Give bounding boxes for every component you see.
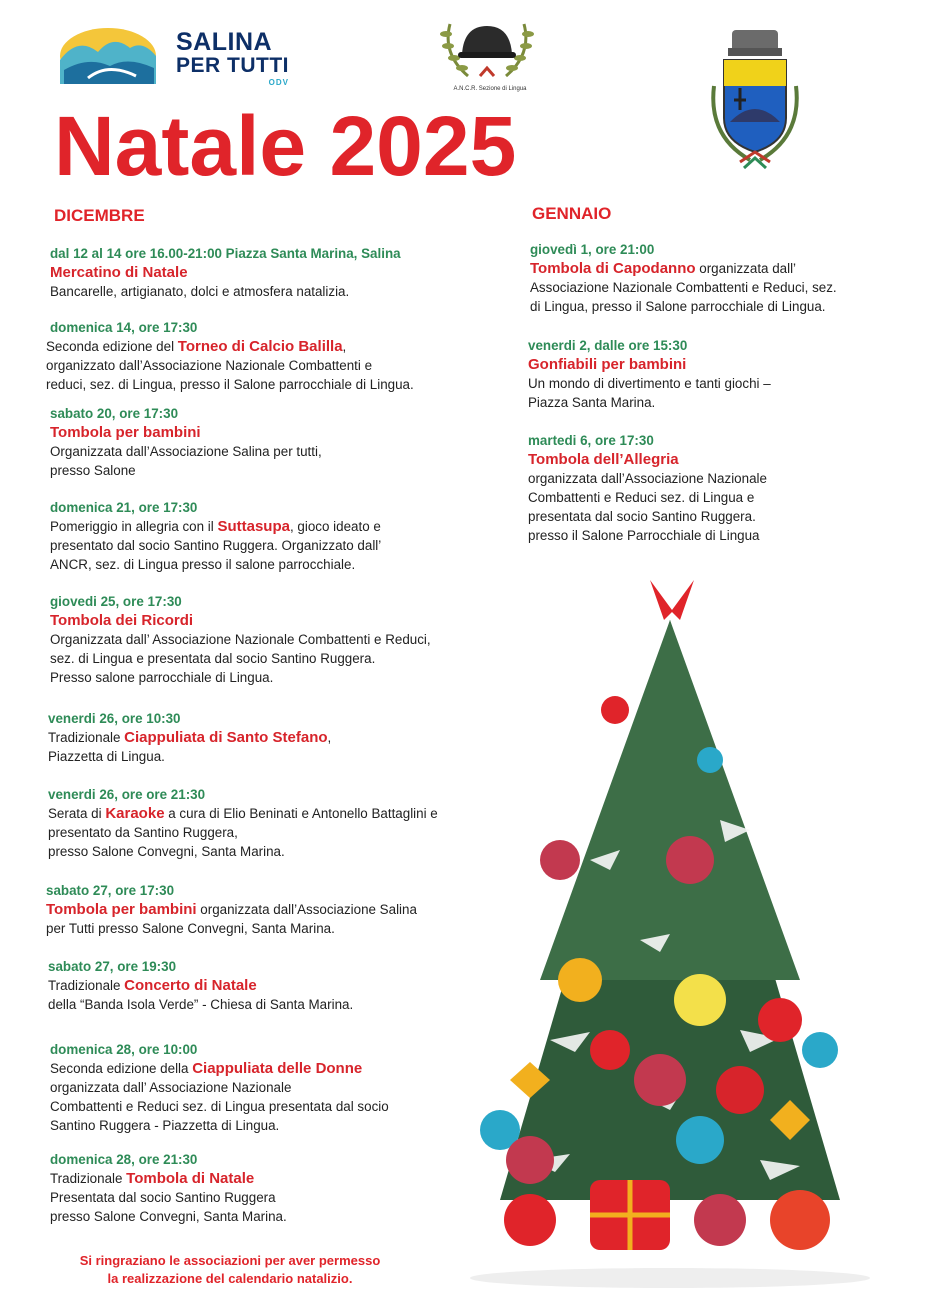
event-desc: reduci, sez. di Lingua, presso il Salone parrocchiale di Lingua. bbox=[46, 377, 414, 392]
event-when: sabato 27, ore 19:30 bbox=[48, 959, 177, 974]
event-dic-8 bbox=[48, 957, 353, 1014]
event-dic-4 bbox=[50, 592, 431, 687]
event-when: sabato 27, ore 17:30 bbox=[46, 883, 175, 898]
salina-logo-odv: ODV bbox=[268, 78, 289, 87]
event-desc: organizzata dall’ Associazione Nazionale bbox=[50, 1080, 292, 1095]
salina-per-tutti-logo bbox=[58, 26, 158, 86]
event-dic-5 bbox=[48, 709, 331, 766]
event-dic-0 bbox=[50, 244, 401, 301]
thanks-note bbox=[40, 1252, 420, 1288]
event-when: domenica 28, ore 21:30 bbox=[50, 1152, 198, 1167]
event-name: Tombola dell’Allegria bbox=[528, 451, 679, 468]
event-pre: Tradizionale bbox=[48, 978, 125, 993]
event-post: , gioco ideato e bbox=[289, 519, 381, 534]
event-name: Ciappuliata di Santo Stefano bbox=[124, 729, 328, 746]
event-when: domenica 28, ore 10:00 bbox=[50, 1042, 198, 1057]
event-pre: Seconda edizione del bbox=[46, 339, 178, 354]
event-post: organizzata dall’ bbox=[695, 261, 797, 276]
event-desc: Un mondo di divertimento e tanti giochi – bbox=[528, 376, 771, 391]
event-pre: Tradizionale bbox=[50, 1171, 127, 1186]
event-desc: organizzato dall’Associazione Nazionale Combattenti e bbox=[46, 358, 373, 373]
event-dic-1 bbox=[46, 318, 414, 394]
event-name: Tombola per bambini bbox=[50, 424, 201, 441]
event-when: domenica 21, ore 17:30 bbox=[50, 500, 198, 515]
event-dic-2 bbox=[50, 404, 322, 480]
event-desc: Organizzata dall’ Associazione Nazionale Combattenti e Reduci, bbox=[50, 632, 431, 647]
event-desc: presentato dal socio Santino Ruggera. Organizzato dall’ bbox=[50, 538, 382, 553]
event-desc: presentata dal socio Santino Ruggera. bbox=[528, 509, 756, 524]
event-desc: presso il Salone Parrocchiale di Lingua bbox=[528, 528, 760, 543]
event-when: martedi 6, ore 17:30 bbox=[528, 433, 654, 448]
event-desc: Piazza Santa Marina. bbox=[528, 395, 656, 410]
event-dic-7 bbox=[46, 881, 417, 938]
event-desc: della “Banda Isola Verde” - Chiesa di Santa Marina. bbox=[48, 997, 354, 1012]
ancr-caption: A.N.C.R. Sezione di Lingua bbox=[453, 86, 527, 92]
event-dic-10 bbox=[50, 1150, 287, 1226]
event-post: , bbox=[342, 339, 347, 354]
event-pre: Serata di bbox=[48, 806, 106, 821]
event-name: Ciappuliata delle Donne bbox=[192, 1060, 363, 1077]
event-pre: Seconda edizione della bbox=[50, 1061, 193, 1076]
event-dic-3 bbox=[50, 498, 381, 574]
event-desc: presso Salone bbox=[50, 463, 136, 478]
event-post: , bbox=[327, 730, 332, 745]
event-desc: per Tutti presso Salone Convegni, Santa Marina. bbox=[46, 921, 335, 936]
event-gen-0 bbox=[530, 240, 837, 316]
page-title: Natale 2025 bbox=[54, 99, 517, 193]
event-name: Tombola di Natale bbox=[126, 1170, 255, 1187]
event-desc: organizzata dall’Associazione Nazionale bbox=[528, 471, 767, 486]
event-desc: Presentata dal socio Santino Ruggera bbox=[50, 1190, 276, 1205]
christmas-tree-image bbox=[440, 560, 900, 1290]
event-post: organizzata dall’Associazione Salina bbox=[196, 902, 417, 917]
event-desc: Combattenti e Reduci sez. di Lingua presentata dal socio bbox=[50, 1099, 389, 1114]
event-name: Tombola per bambini bbox=[46, 901, 197, 918]
event-pre: Pomeriggio in allegria con il bbox=[50, 519, 218, 534]
event-desc: sez. di Lingua e presentata dal socio Santino Ruggera. bbox=[50, 651, 376, 666]
event-dic-9 bbox=[50, 1040, 389, 1135]
salina-logo-line1: SALINA bbox=[176, 28, 273, 56]
event-name: Karaoke bbox=[105, 805, 165, 822]
event-when: giovedì 1, ore 21:00 bbox=[530, 242, 655, 257]
event-gen-1 bbox=[528, 336, 771, 412]
event-when: domenica 14, ore 17:30 bbox=[50, 320, 198, 335]
event-desc: Combattenti e Reduci sez. di Lingua e bbox=[528, 490, 755, 505]
event-desc: Piazzetta di Lingua. bbox=[48, 749, 165, 764]
thanks-line1: Si ringraziano le associazioni per aver permesso bbox=[79, 1253, 381, 1268]
municipal-crest bbox=[700, 26, 810, 176]
event-when: venerdi 2, dalle ore 15:30 bbox=[528, 338, 688, 353]
event-pre: Tradizionale bbox=[48, 730, 125, 745]
event-gen-2 bbox=[528, 431, 767, 545]
event-when: sabato 20, ore 17:30 bbox=[50, 406, 179, 421]
event-desc: presso Salone Convegni, Santa Marina. bbox=[50, 1209, 287, 1224]
event-desc: Organizzata dall’Associazione Salina per tutti, bbox=[50, 444, 322, 459]
ancr-helmet-emblem bbox=[432, 14, 542, 86]
event-desc: presso Salone Convegni, Santa Marina. bbox=[48, 844, 285, 859]
event-desc: Associazione Nazionale Combattenti e Reduci, sez. bbox=[530, 280, 837, 295]
event-when: giovedi 25, ore 17:30 bbox=[50, 594, 182, 609]
gennaio-heading: GENNAIO bbox=[532, 204, 612, 223]
event-desc: ANCR, sez. di Lingua presso il salone parrocchiale. bbox=[50, 557, 356, 572]
event-when: venerdi 26, ore 10:30 bbox=[48, 711, 181, 726]
thanks-line2: la realizzazione del calendario natalizio. bbox=[107, 1271, 353, 1286]
event-desc: presentato da Santino Ruggera, bbox=[48, 825, 238, 840]
event-dic-6 bbox=[48, 785, 438, 861]
dicembre-heading: DICEMBRE bbox=[54, 206, 145, 225]
event-name: Concerto di Natale bbox=[124, 977, 257, 994]
salina-logo-line2: PER TUTTI bbox=[176, 54, 289, 77]
event-name: Gonfiabili per bambini bbox=[528, 356, 687, 373]
event-desc: Bancarelle, artigianato, dolci e atmosfera natalizia. bbox=[50, 284, 350, 299]
event-desc: Santino Ruggera - Piazzetta di Lingua. bbox=[50, 1118, 280, 1133]
event-name: Torneo di Calcio Balilla bbox=[177, 338, 343, 355]
event-name: Tombola di Capodanno bbox=[530, 260, 696, 277]
event-desc: Presso salone parrocchiale di Lingua. bbox=[50, 670, 274, 685]
event-when: dal 12 al 14 ore 16.00-21:00 Piazza Santa Marina, Salina bbox=[50, 246, 401, 261]
event-post: a cura di Elio Beninati e Antonello Battaglini e bbox=[164, 806, 438, 821]
salina-logo-text bbox=[176, 30, 289, 88]
event-name: Suttasupa bbox=[217, 518, 290, 535]
event-when: venerdi 26, ore ore 21:30 bbox=[48, 787, 206, 802]
event-name: Tombola dei Ricordi bbox=[50, 612, 194, 629]
event-name: Mercatino di Natale bbox=[50, 264, 188, 281]
event-desc: di Lingua, presso il Salone parrocchiale di Lingua. bbox=[530, 299, 826, 314]
